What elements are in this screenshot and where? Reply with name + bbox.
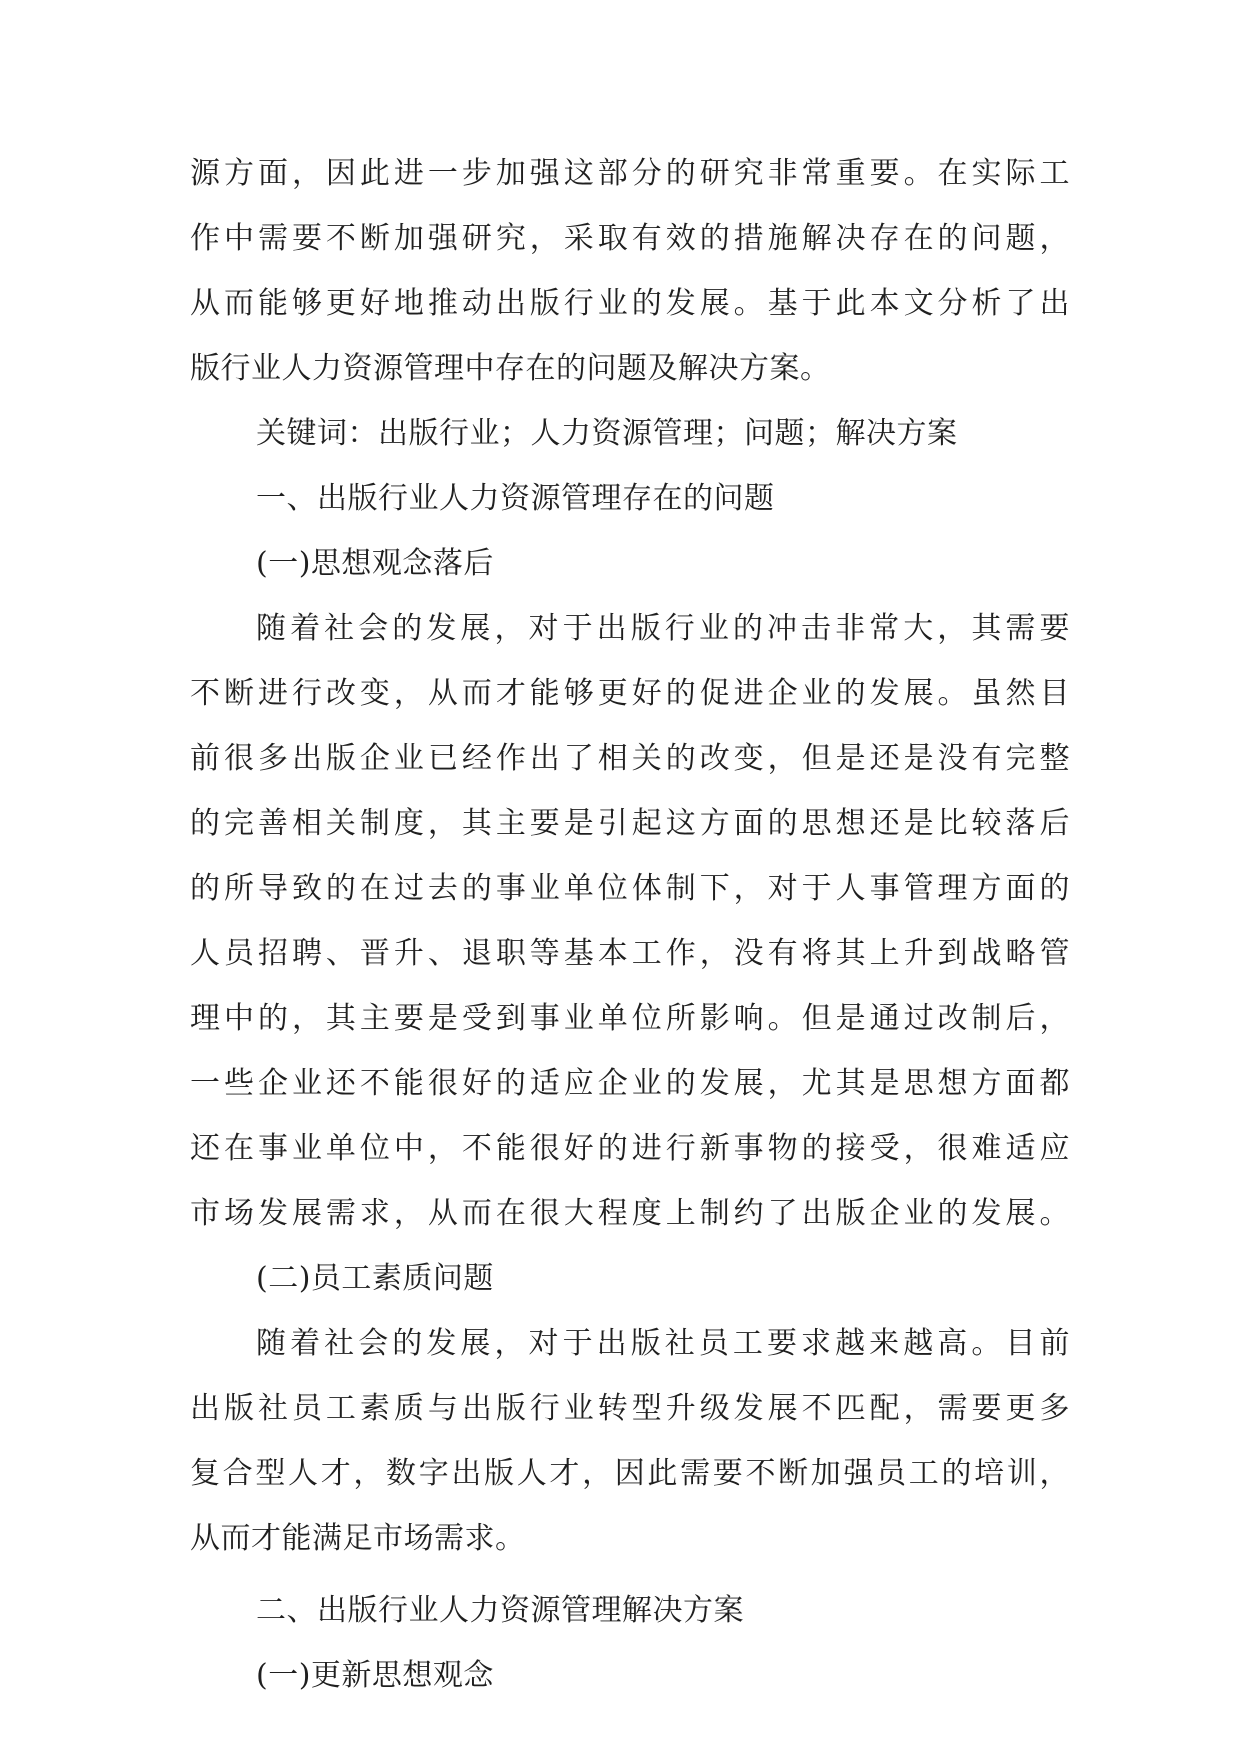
text-line: 从而能够更好地推动出版行业的发展。基于此本文分析了出 [190,286,1070,321]
text-line: 还在事业单位中，不能很好的进行新事物的接受，很难适应 [190,1131,1070,1166]
section-heading-1: 一、出版行业人力资源管理存在的问题 [256,481,775,516]
intro-paragraph [190,156,1070,387]
subheading-1-1: (一)思想观念落后 [256,546,494,581]
text-line: 作中需要不断加强研究，采取有效的措施解决存在的问题， [190,221,1070,256]
text-line: 随着社会的发展，对于出版社员工要求越来越高。目前 [256,1326,1070,1361]
text-line: 复合型人才，数字出版人才，因此需要不断加强员工的培训， [190,1456,1070,1491]
text-line: 一些企业还不能很好的适应企业的发展，尤其是思想方面都 [190,1066,1070,1101]
text-line: 源方面，因此进一步加强这部分的研究非常重要。在实际工 [190,156,1070,191]
text-line: 不断进行改变，从而才能够更好的促进企业的发展。虽然目 [190,676,1070,711]
text-line: 从而才能满足市场需求。 [190,1521,526,1556]
text-line: 的所导致的在过去的事业单位体制下，对于人事管理方面的 [190,871,1070,906]
text-line: 出版社员工素质与出版行业转型升级发展不匹配，需要更多 [190,1391,1070,1426]
keywords-line: 关键词：出版行业；人力资源管理；问题；解决方案 [256,416,958,451]
text-line: 市场发展需求，从而在很大程度上制约了出版企业的发展。 [190,1196,1070,1231]
document-body [190,156,1070,1723]
paragraph-1-1 [190,611,1070,1232]
text-line: 理中的，其主要是受到事业单位所影响。但是通过改制后， [190,1001,1070,1036]
section-heading-2: 二、出版行业人力资源管理解决方案 [256,1593,744,1628]
subheading-1-2: (二)员工素质问题 [256,1261,494,1296]
text-line: 前很多出版企业已经作出了相关的改变，但是还是没有完整 [190,741,1070,776]
text-line: 人员招聘、晋升、退职等基本工作，没有将其上升到战略管 [190,936,1070,971]
paragraph-1-2 [190,1326,1070,1557]
text-line: 随着社会的发展，对于出版行业的冲击非常大，其需要 [256,611,1070,646]
text-line: 版行业人力资源管理中存在的问题及解决方案。 [190,351,831,386]
text-line: 的完善相关制度，其主要是引起这方面的思想还是比较落后 [190,806,1070,841]
subheading-2-1: (一)更新思想观念 [256,1658,494,1693]
